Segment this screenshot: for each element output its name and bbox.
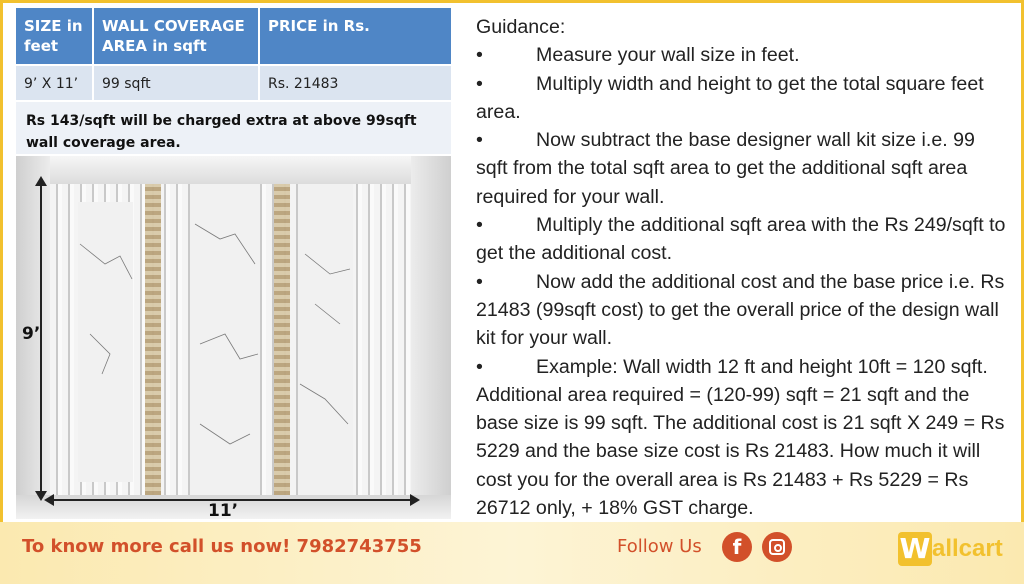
facebook-icon[interactable]: f <box>722 532 752 562</box>
arrow-right-icon <box>410 494 420 506</box>
guidance-item: • Multiply width and height to get the total square feet area. <box>476 72 984 123</box>
arrow-up-icon <box>35 176 47 186</box>
logo-mark: W <box>899 532 931 565</box>
table-row <box>16 64 451 100</box>
width-label: 11’ <box>208 501 239 521</box>
cell-size: 9’ X 11’ <box>16 66 94 100</box>
instagram-icon[interactable] <box>762 532 792 562</box>
header-coverage: WALL COVERAGE AREA in sqft <box>94 8 260 64</box>
follow-us-label: Follow Us <box>617 536 702 557</box>
arrow-left-icon <box>44 494 54 506</box>
guidance-item: • Now add the additional cost and the base price i.e. Rs 21483 (99sqft cost) to get the overall price of the design wall kit for your wall. <box>476 270 1005 350</box>
extra-charge-note: Rs 143/sqft will be charged extra at above 99sqft wall coverage area. <box>16 100 451 154</box>
height-label: 9’ <box>22 324 41 344</box>
call-us-link[interactable]: To know more call us now! 7982743755 <box>22 536 422 557</box>
wallcart-logo <box>898 532 1003 568</box>
right-wall <box>411 156 451 519</box>
header-size: SIZE in feet <box>16 8 94 64</box>
height-dimension-line <box>40 182 42 495</box>
guidance-item: • Example: Wall width 12 ft and height 10ft = 120 sqft. Additional area required = (120-99) sqft = 21 sqft and the base size is 99 sqft. The additional cost is 21 sqft X 249 = Rs 5229 and the base size cost is Rs 21483. How much it will cost you for the overall area is Rs 21483 + Rs 5229 = Rs 26712 only, + 18% GST charge. <box>476 355 1005 520</box>
footer-bar <box>0 522 1024 584</box>
cell-coverage: 99 sqft <box>94 66 260 100</box>
ceiling <box>16 156 451 184</box>
cell-price: Rs. 21483 <box>268 76 339 92</box>
logo-text: allcart <box>932 535 1003 562</box>
price-table <box>16 8 451 154</box>
header-price: PRICE in Rs. <box>268 17 370 35</box>
guidance-item: • Multiply the additional sqft area with the Rs 249/sqft to get the additional cost. <box>476 214 1006 265</box>
guidance-section <box>476 13 1008 522</box>
fluted-wall-panel <box>50 184 411 495</box>
wall-illustration <box>16 156 451 519</box>
guidance-item: • Measure your wall size in feet. <box>476 44 800 67</box>
guidance-title: Guidance: <box>476 16 566 38</box>
guidance-item: • Now subtract the base designer wall kit size i.e. 99 sqft from the total sqft area to get the additional sqft area required for your wall. <box>476 129 975 208</box>
table-header-row <box>16 8 451 64</box>
marble-veins <box>50 184 411 495</box>
